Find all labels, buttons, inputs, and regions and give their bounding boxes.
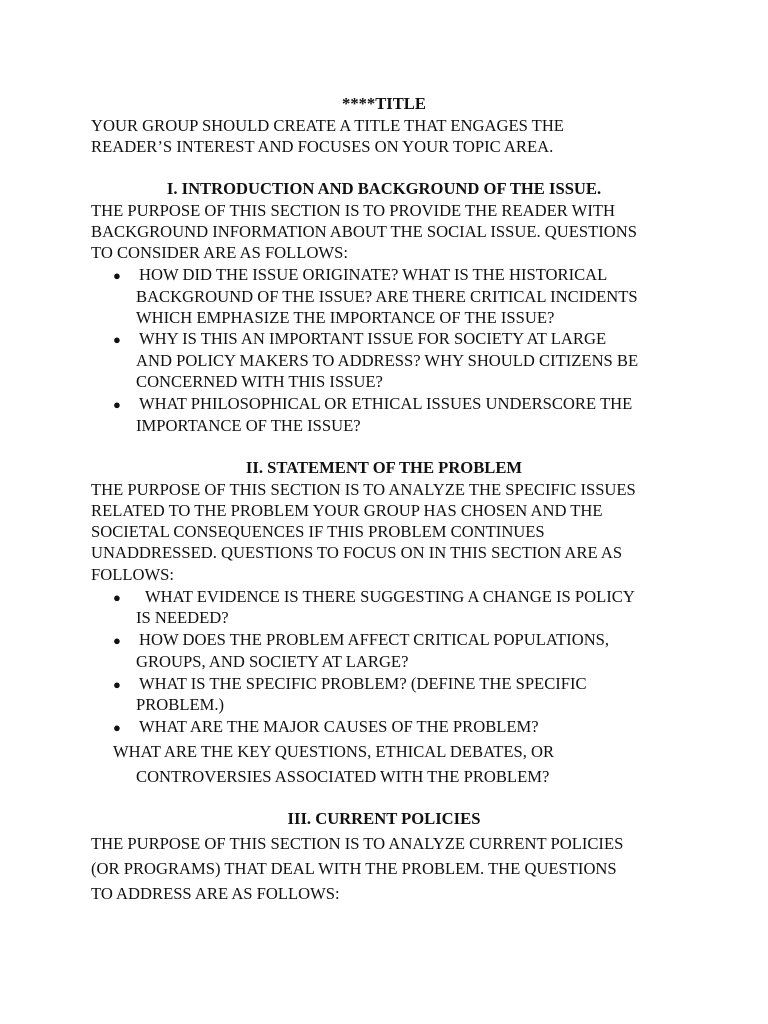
bullet-text: WHAT ARE THE MAJOR CAUSES OF THE PROBLEM? — [139, 717, 539, 736]
section-2-extra-line: CONTROVERSIES ASSOCIATED WITH THE PROBLEM? — [136, 767, 550, 786]
document-title: ****TITLE — [342, 94, 426, 113]
bullet-text: BACKGROUND OF THE ISSUE? ARE THERE CRITICAL INCIDENTS — [136, 287, 638, 306]
bullet-text: HOW DOES THE PROBLEM AFFECT CRITICAL POPULATIONS, — [139, 630, 610, 649]
bullet-text: HOW DID THE ISSUE ORIGINATE? WHAT IS THE HISTORICAL — [139, 265, 608, 284]
bullet-text: WHAT EVIDENCE IS THERE SUGGESTING A CHANGE IS POLICY — [145, 587, 635, 606]
section-2-extra-line: WHAT ARE THE KEY QUESTIONS, ETHICAL DEBATES, OR — [113, 742, 555, 761]
section-3-heading: III. CURRENT POLICIES — [287, 809, 481, 828]
bullet-icon: ● — [113, 397, 121, 412]
section-1-intro-line: THE PURPOSE OF THIS SECTION IS TO PROVIDE THE READER WITH — [91, 201, 615, 220]
section-1-intro-line: BACKGROUND INFORMATION ABOUT THE SOCIAL ISSUE. QUESTIONS — [91, 222, 637, 241]
bullet-text: CONCERNED WITH THIS ISSUE? — [136, 372, 383, 391]
section-1-heading: I. INTRODUCTION AND BACKGROUND OF THE ISSUE. — [166, 179, 602, 198]
section-3-intro-line: (OR PROGRAMS) THAT DEAL WITH THE PROBLEM. THE QUESTIONS — [91, 859, 617, 878]
bullet-icon: ● — [113, 332, 121, 347]
bullet-icon: ● — [113, 590, 121, 605]
bullet-icon: ● — [113, 720, 121, 735]
bullet-icon: ● — [113, 677, 121, 692]
section-2-intro-line: UNADDRESSED. QUESTIONS TO FOCUS ON IN THIS SECTION ARE AS — [91, 543, 623, 562]
section-2-heading: II. STATEMENT OF THE PROBLEM — [245, 458, 523, 477]
title-desc-line: YOUR GROUP SHOULD CREATE A TITLE THAT ENGAGES THE — [91, 116, 564, 135]
section-2-intro-line: RELATED TO THE PROBLEM YOUR GROUP HAS CHOSEN AND THE — [91, 501, 603, 520]
bullet-icon: ● — [113, 268, 121, 283]
section-3-intro-line: TO ADDRESS ARE AS FOLLOWS: — [91, 884, 340, 903]
section-3-intro-line: THE PURPOSE OF THIS SECTION IS TO ANALYZE CURRENT POLICIES — [91, 834, 624, 853]
bullet-text: IS NEEDED? — [136, 608, 229, 627]
bullet-text: GROUPS, AND SOCIETY AT LARGE? — [136, 652, 409, 671]
section-2-intro-line: SOCIETAL CONSEQUENCES IF THIS PROBLEM CONTINUES — [91, 522, 545, 541]
bullet-text: WHICH EMPHASIZE THE IMPORTANCE OF THE ISSUE? — [136, 308, 555, 327]
bullet-text: WHAT PHILOSOPHICAL OR ETHICAL ISSUES UNDERSCORE THE — [139, 394, 633, 413]
section-1-intro-line: TO CONSIDER ARE AS FOLLOWS: — [91, 243, 348, 262]
section-2-intro-line: FOLLOWS: — [91, 565, 174, 584]
bullet-text: AND POLICY MAKERS TO ADDRESS? WHY SHOULD CITIZENS BE — [136, 351, 639, 370]
bullet-text: IMPORTANCE OF THE ISSUE? — [136, 416, 361, 435]
section-2-intro-line: THE PURPOSE OF THIS SECTION IS TO ANALYZE THE SPECIFIC ISSUES — [91, 480, 636, 499]
bullet-text: PROBLEM.) — [136, 695, 225, 714]
bullet-text: WHAT IS THE SPECIFIC PROBLEM? (DEFINE THE SPECIFIC — [139, 674, 587, 693]
bullet-icon: ● — [113, 633, 121, 648]
bullet-text: WHY IS THIS AN IMPORTANT ISSUE FOR SOCIETY AT LARGE — [139, 329, 607, 348]
title-desc-line: READER’S INTEREST AND FOCUSES ON YOUR TOPIC AREA. — [91, 137, 554, 156]
